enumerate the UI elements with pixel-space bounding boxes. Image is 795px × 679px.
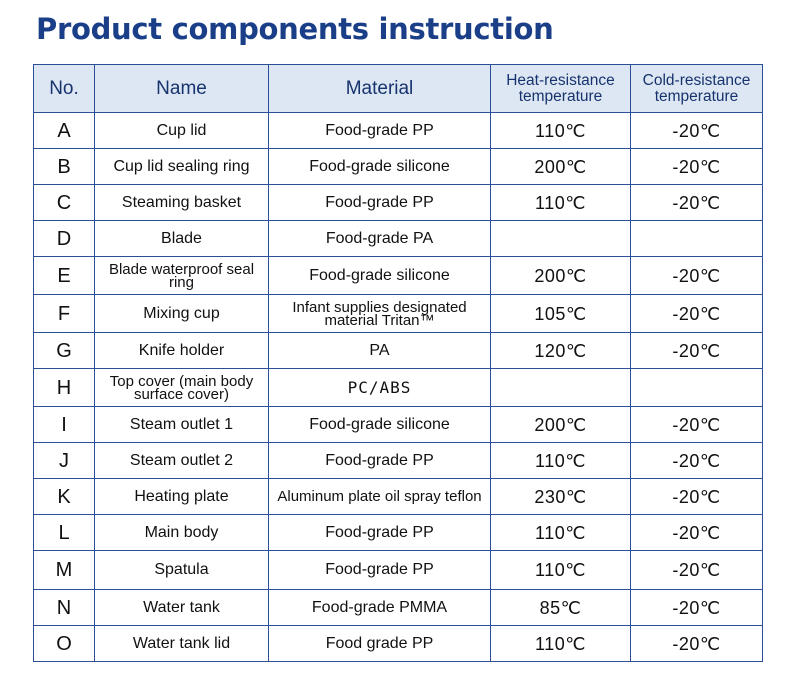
- cell-heat-resistance: 105℃: [491, 295, 631, 333]
- cell-material: Infant supplies designated material Tritan™: [269, 295, 491, 333]
- header-no: No.: [34, 65, 95, 113]
- cell-heat-resistance: 200℃: [491, 407, 631, 443]
- table-row: [34, 626, 763, 662]
- cell-cold-resistance: -20℃: [631, 443, 763, 479]
- cell-heat-resistance: 110℃: [491, 551, 631, 590]
- cell-name: Main body: [95, 515, 269, 551]
- header-cold-resistance: Cold-resistance temperature: [631, 65, 763, 113]
- cell-heat-resistance: 85℃: [491, 590, 631, 626]
- cell-heat-resistance: 120℃: [491, 333, 631, 369]
- header-heat-resistance: Heat-resistance temperature: [491, 65, 631, 113]
- table-row: [34, 149, 763, 185]
- cell-no: I: [34, 407, 95, 443]
- table-body: [34, 113, 763, 662]
- cell-material: Food-grade PP: [269, 185, 491, 221]
- cell-material: Food-grade PA: [269, 221, 491, 257]
- cell-name: Steaming basket: [95, 185, 269, 221]
- cell-cold-resistance: -20℃: [631, 113, 763, 149]
- table-row: [34, 113, 763, 149]
- cell-cold-resistance: -20℃: [631, 407, 763, 443]
- cell-material: PC/ABS: [269, 369, 491, 407]
- table-row: [34, 443, 763, 479]
- cell-material: Food-grade PP: [269, 515, 491, 551]
- table-row: [34, 407, 763, 443]
- cell-name: Mixing cup: [95, 295, 269, 333]
- cell-cold-resistance: [631, 221, 763, 257]
- cell-cold-resistance: -20℃: [631, 333, 763, 369]
- cell-no: M: [34, 551, 95, 590]
- cell-cold-resistance: [631, 369, 763, 407]
- table-row: [34, 590, 763, 626]
- cell-material: Aluminum plate oil spray teflon: [269, 479, 491, 515]
- components-table: [33, 64, 763, 662]
- cell-no: H: [34, 369, 95, 407]
- page-title: Product components instruction: [36, 12, 554, 46]
- cell-no: N: [34, 590, 95, 626]
- cell-cold-resistance: -20℃: [631, 479, 763, 515]
- cell-material: Food-grade PP: [269, 113, 491, 149]
- table-row: [34, 221, 763, 257]
- cell-cold-resistance: -20℃: [631, 626, 763, 662]
- cell-no: D: [34, 221, 95, 257]
- cell-no: F: [34, 295, 95, 333]
- cell-heat-resistance: [491, 369, 631, 407]
- table-row: [34, 515, 763, 551]
- cell-no: G: [34, 333, 95, 369]
- cell-name: Top cover (main body surface cover): [95, 369, 269, 407]
- header-material: Material: [269, 65, 491, 113]
- cell-name: Steam outlet 1: [95, 407, 269, 443]
- cell-heat-resistance: 200℃: [491, 257, 631, 295]
- cell-material: Food-grade PMMA: [269, 590, 491, 626]
- table-row: [34, 551, 763, 590]
- header-name: Name: [95, 65, 269, 113]
- table-row: [34, 185, 763, 221]
- cell-cold-resistance: -20℃: [631, 149, 763, 185]
- cell-no: C: [34, 185, 95, 221]
- cell-name: Water tank: [95, 590, 269, 626]
- cell-cold-resistance: -20℃: [631, 551, 763, 590]
- cell-cold-resistance: -20℃: [631, 257, 763, 295]
- cell-heat-resistance: [491, 221, 631, 257]
- cell-cold-resistance: -20℃: [631, 515, 763, 551]
- cell-material: PA: [269, 333, 491, 369]
- cell-cold-resistance: -20℃: [631, 590, 763, 626]
- cell-heat-resistance: 230℃: [491, 479, 631, 515]
- cell-no: A: [34, 113, 95, 149]
- cell-no: K: [34, 479, 95, 515]
- cell-name: Cup lid sealing ring: [95, 149, 269, 185]
- table-row: [34, 333, 763, 369]
- cell-no: L: [34, 515, 95, 551]
- cell-cold-resistance: -20℃: [631, 185, 763, 221]
- cell-heat-resistance: 110℃: [491, 185, 631, 221]
- cell-heat-resistance: 110℃: [491, 515, 631, 551]
- cell-no: J: [34, 443, 95, 479]
- cell-heat-resistance: 110℃: [491, 626, 631, 662]
- table-row: [34, 257, 763, 295]
- cell-name: Spatula: [95, 551, 269, 590]
- cell-material: Food-grade silicone: [269, 149, 491, 185]
- cell-material: Food grade PP: [269, 626, 491, 662]
- cell-no: E: [34, 257, 95, 295]
- cell-cold-resistance: -20℃: [631, 295, 763, 333]
- cell-no: O: [34, 626, 95, 662]
- cell-name: Water tank lid: [95, 626, 269, 662]
- cell-name: Blade waterproof seal ring: [95, 257, 269, 295]
- cell-name: Knife holder: [95, 333, 269, 369]
- header-row: [34, 65, 763, 113]
- cell-material: Food-grade silicone: [269, 407, 491, 443]
- cell-heat-resistance: 110℃: [491, 113, 631, 149]
- table-row: [34, 295, 763, 333]
- cell-name: Heating plate: [95, 479, 269, 515]
- table-row: [34, 369, 763, 407]
- cell-no: B: [34, 149, 95, 185]
- cell-heat-resistance: 110℃: [491, 443, 631, 479]
- cell-name: Blade: [95, 221, 269, 257]
- cell-material: Food-grade silicone: [269, 257, 491, 295]
- cell-name: Cup lid: [95, 113, 269, 149]
- table-header: [34, 65, 763, 113]
- cell-heat-resistance: 200℃: [491, 149, 631, 185]
- cell-material: Food-grade PP: [269, 443, 491, 479]
- cell-material: Food-grade PP: [269, 551, 491, 590]
- cell-name: Steam outlet 2: [95, 443, 269, 479]
- table-row: [34, 479, 763, 515]
